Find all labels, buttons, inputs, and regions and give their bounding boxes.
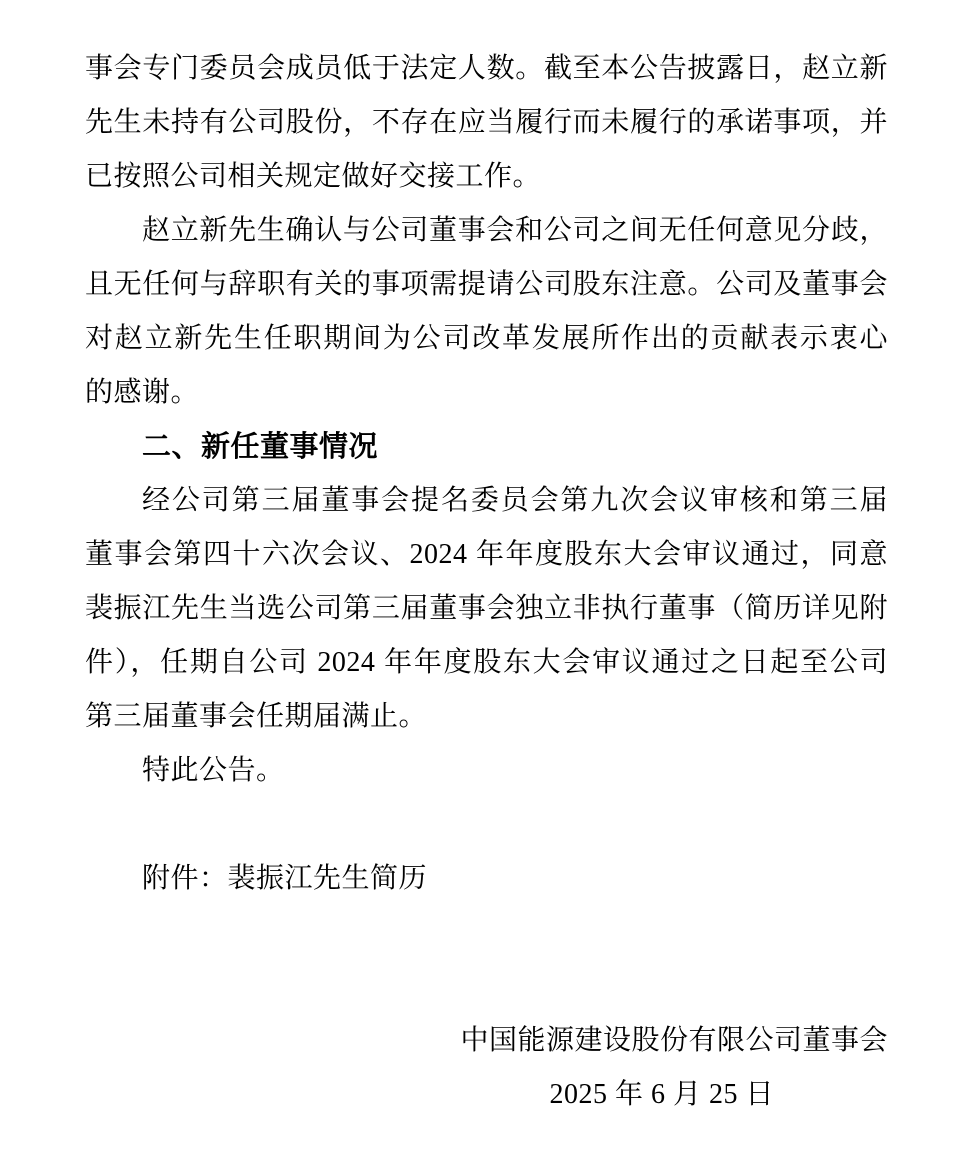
text-line: 董事会第四十六次会议、2024 年年度股东大会审议通过，同意 [85, 539, 888, 570]
blank-line [85, 798, 888, 852]
signature-line: 中国能源建设股份有限公司董事会 [460, 1025, 888, 1056]
text-line: 附件：裴振江先生简历 [142, 863, 428, 894]
blank-line [85, 906, 888, 960]
text-line: 对赵立新先生任职期间为公司改革发展所作出的贡献表示衷心 [85, 323, 888, 354]
text-line: 的感谢。 [85, 377, 200, 408]
blank-line [85, 960, 888, 1014]
text-line: 事会专门委员会成员低于法定人数。截至本公告披露日，赵立新 [85, 53, 888, 84]
text-line: 且无任何与辞职有关的事项需提请公司股东注意。公司及董事会 [85, 269, 888, 300]
text-line: 赵立新先生确认与公司董事会和公司之间无任何意见分歧， [142, 215, 888, 246]
text-line: 特此公告。 [142, 755, 285, 786]
text-line: 先生未持有公司股份，不存在应当履行而未履行的承诺事项，并 [85, 107, 888, 138]
text-line: 经公司第三届董事会提名委员会第九次会议审核和第三届 [142, 485, 888, 516]
section-heading: 二、新任董事情况 [142, 431, 379, 463]
document-body [85, 42, 888, 1122]
text-line: 第三届董事会任期届满止。 [85, 701, 428, 732]
text-line: 已按照公司相关规定做好交接工作。 [85, 161, 542, 192]
text-line: 件），任期自公司 2024 年年度股东大会审议通过之日起至公司 [85, 647, 888, 678]
date-line: 2025 年 6 月 25 日 [549, 1079, 774, 1110]
text-line: 裴振江先生当选公司第三届董事会独立非执行董事（简历详见附 [85, 593, 888, 624]
